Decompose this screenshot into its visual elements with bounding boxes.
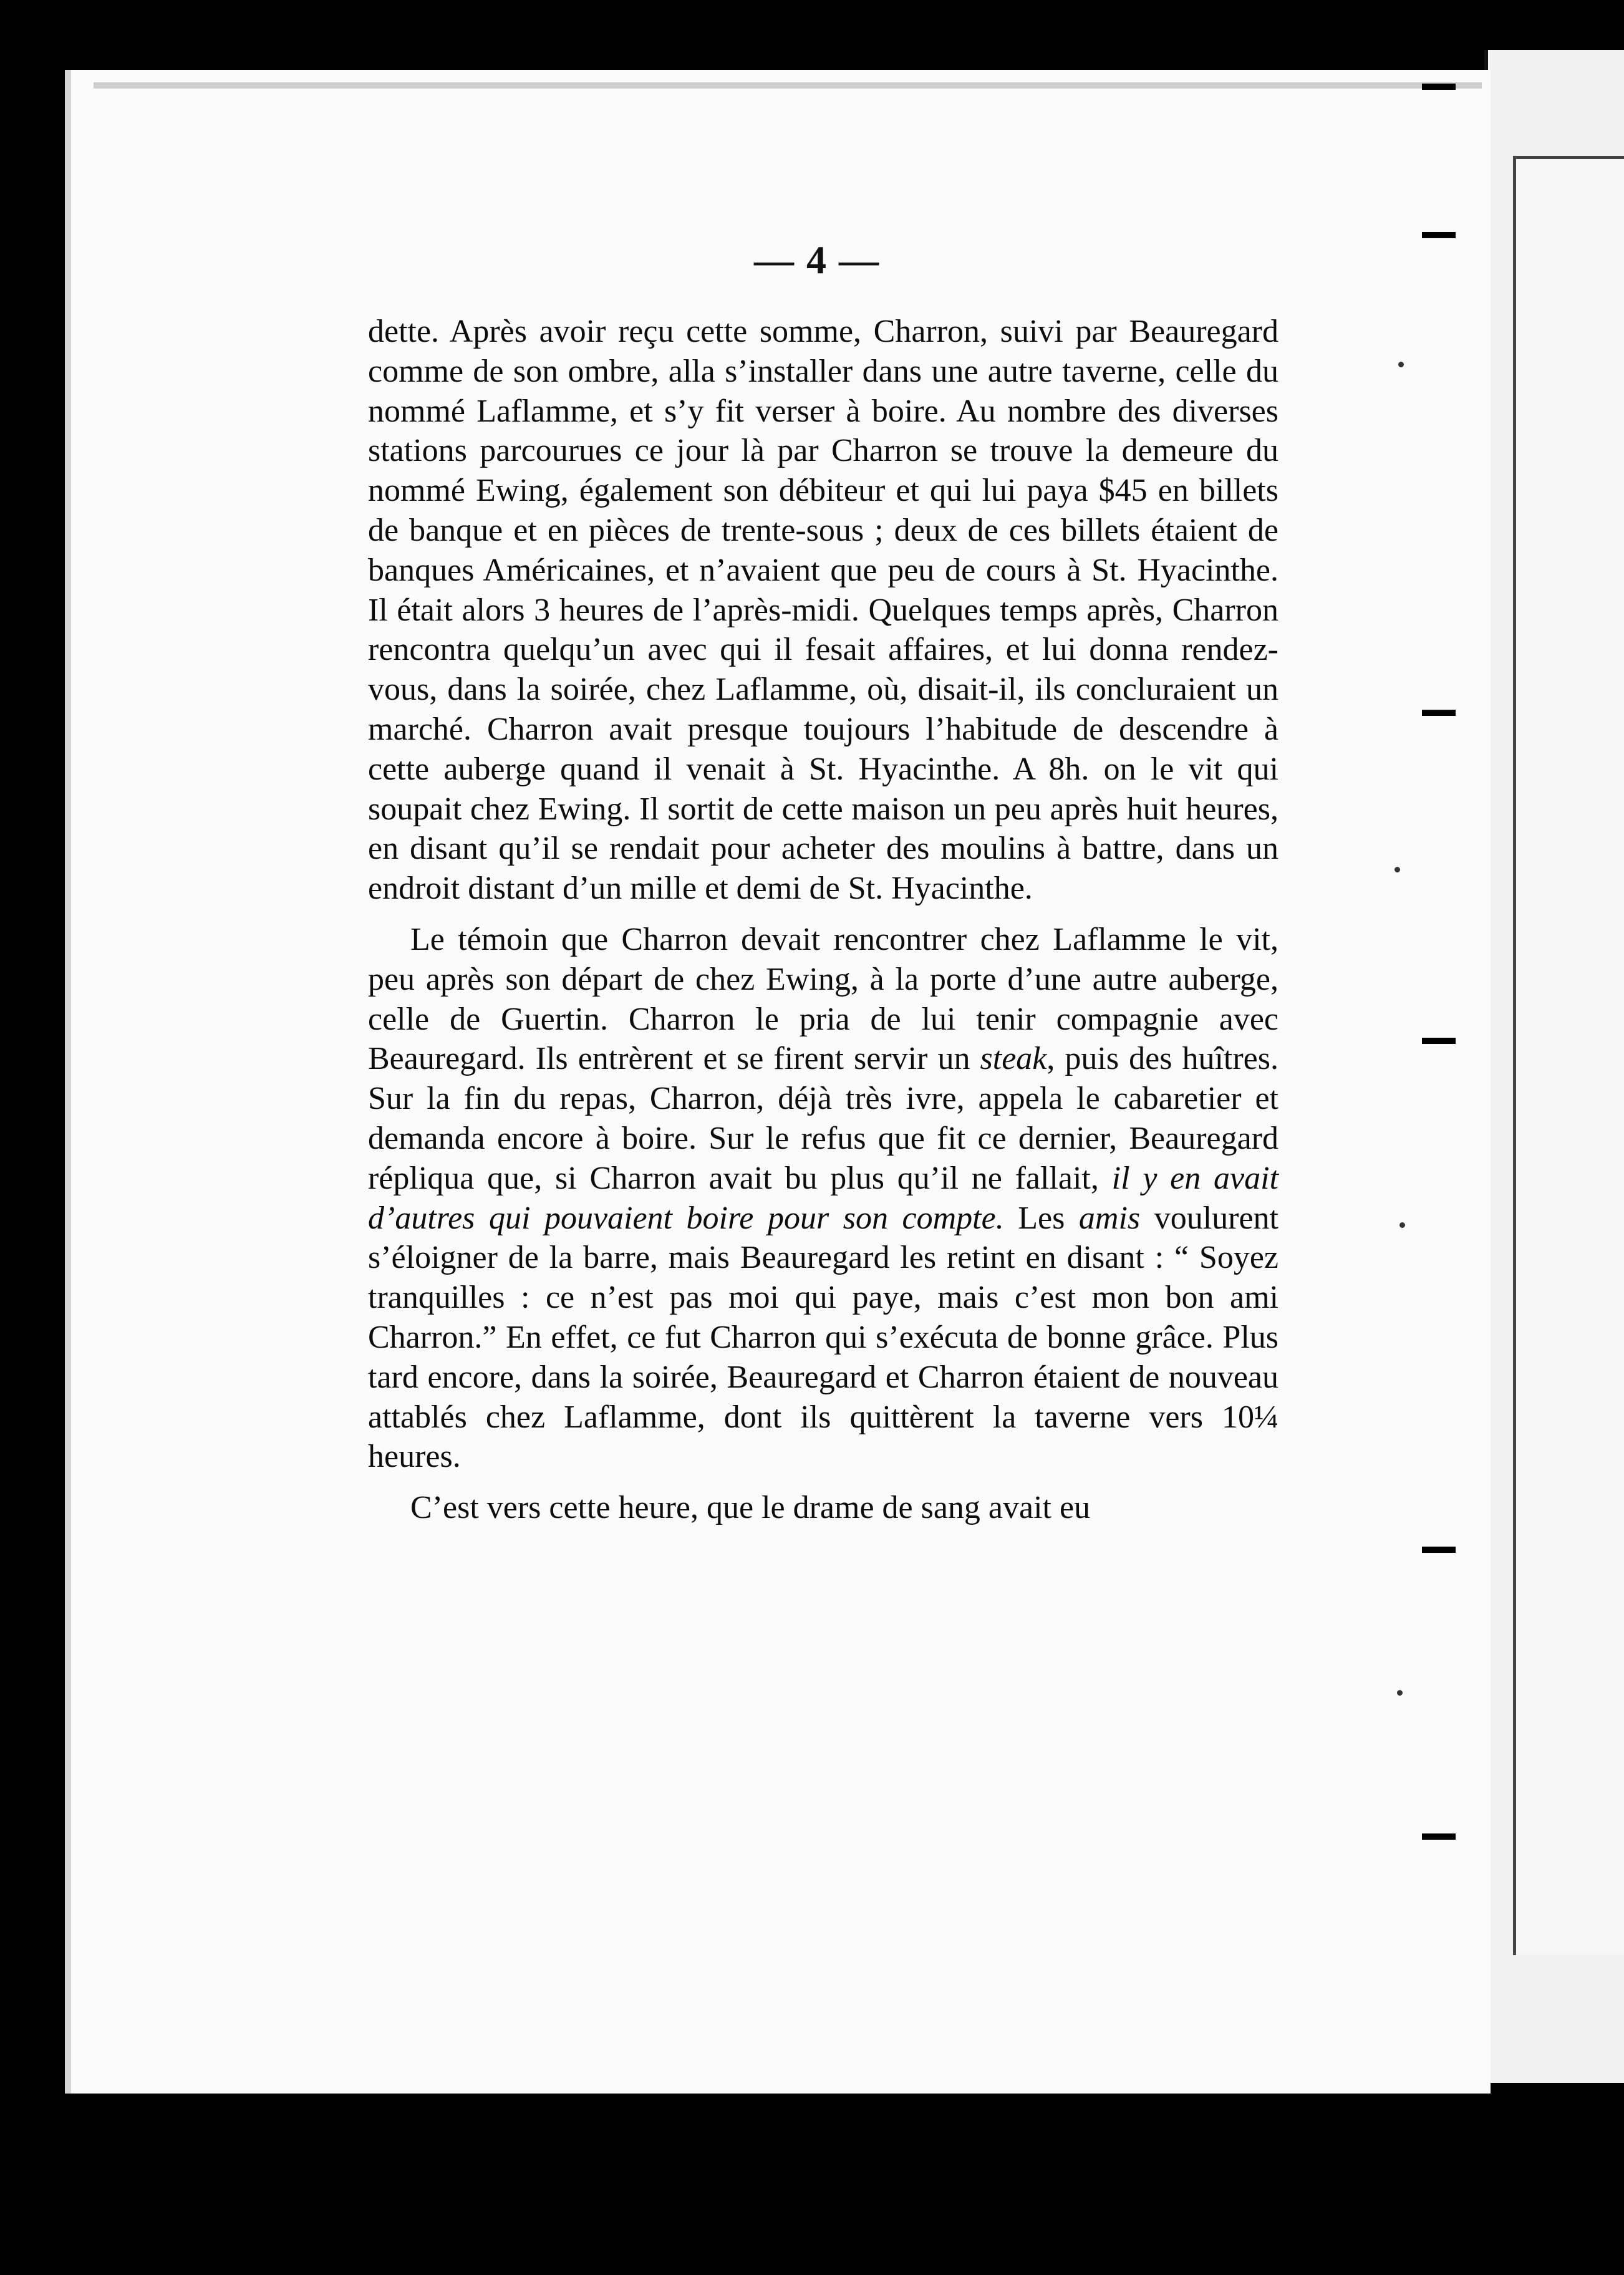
paragraph-2-italic-quote: il y en avait d’autres qui pouvaient boire pour son compte. — [368, 1160, 1279, 1236]
binding-tick — [1422, 232, 1456, 238]
paragraph-1: dette. Après avoir reçu cette somme, Charron, suivi par Beauregard comme de son ombre, alla s’installer dans une autre taverne, celle du nommé Laflamme, et s’y fit verser à boire. Au nombre des diverses stations parcourues ce jour là par Charron se trouve la demeure du nommé Ewing, également son débiteur et qui lui paya $45 en billets de banque et en pièces de trente-sous ; deux de ces billets étaient de banques Américaines, et n’avaient que peu de cours à St. Hyacinthe. Il était alors 3 heures de l’après-midi. Quelques temps après, Charron rencontra quelqu’un avec qui il fesait affaires, et lui donna rendez-vous, dans la soirée, chez Laflamme, où, disait-il, ils concluraient un marché. Charron avait presque toujours l’habitude de descendre à cette auberge quand il venait à St. Hyacinthe. A 8h. on le vit qui soupait chez Ewing. Il sortit de cette maison un peu après huit heures, en disant qu’il se rendait pour acheter des moulins à battre, dans un endroit distant d’un mille et demi de St. Hyacinthe. — [368, 314, 1278, 907]
paragraph-2-text-c: Les — [1003, 1200, 1079, 1236]
binding-tick — [1422, 1833, 1456, 1840]
margin-speck — [1398, 362, 1404, 367]
adjacent-page-inner-edge — [1513, 156, 1624, 1955]
paragraph-2-italic-steak: steak — [980, 1041, 1047, 1077]
page-number: — 4 — — [754, 238, 880, 282]
paragraph-2-text-a: Le témoin que Charron devait rencontrer chez Laflamme le vit, peu après son départ de chez Ewing, à la porte d’une autre auberge, celle de Guertin. Charron le pria de lui tenir compagnie avec Beauregard. Ils entrèrent et se firent servir un — [368, 921, 1278, 1077]
paragraph-2 — [368, 920, 1278, 1477]
margin-speck — [1394, 867, 1400, 872]
binding-tick — [1422, 1547, 1456, 1553]
margin-speck — [1399, 1222, 1405, 1228]
margin-speck — [1397, 1690, 1403, 1696]
paragraph-2-text-d: voulurent s’éloigner de la barre, mais Beauregard les retint en disant : “ Soyez tranquilles : ce n’est pas moi qui paye, mais c’est mon bon ami Charron.” En effet, ce fut Charron qui s’exécuta de bonne grâce. Plus tard encore, dans la soirée, Beauregard et Charron étaient de nouveau attablés chez Laflamme, dont ils quittèrent la taverne vers 10¼ heures. — [368, 1200, 1279, 1475]
page-top-edge — [94, 82, 1482, 89]
binding-tick — [1422, 84, 1456, 90]
body-text — [368, 312, 1278, 1528]
paragraph-2-text-b: , puis des huîtres. Sur la fin du repas, Charron, déjà très ivre, appela le cabaretier et demanda encore à boire. Sur le refus que fit ce dernier, Beauregard répliqua que, si Charron avait bu plus qu’il ne fallait, — [368, 1041, 1278, 1196]
binding-tick — [1422, 1038, 1456, 1044]
adjacent-page — [1484, 50, 1624, 2083]
paragraph-3: C’est vers cette heure, que le drame de sang avait eu — [410, 1490, 1091, 1526]
paragraph-2-italic-amis: amis — [1078, 1200, 1141, 1236]
binding-tick — [1422, 710, 1456, 716]
